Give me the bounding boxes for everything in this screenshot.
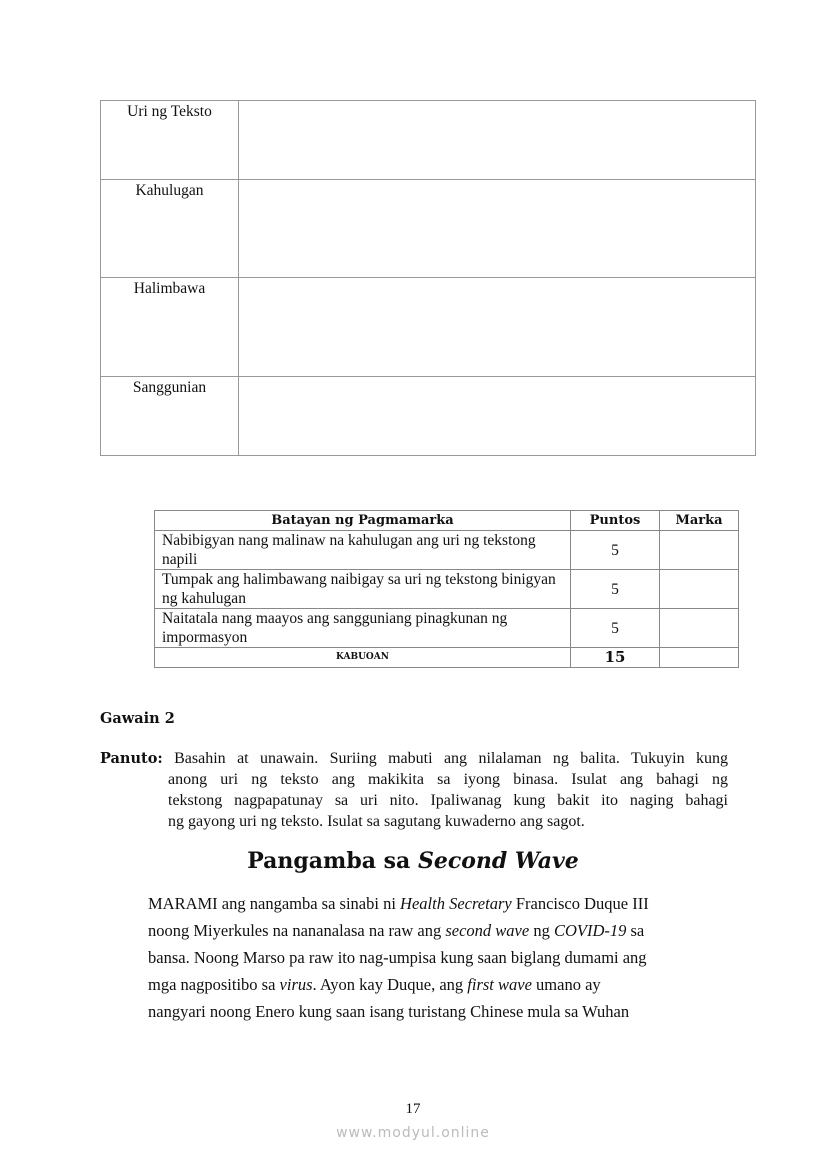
- row-label: Halimbawa: [101, 278, 239, 377]
- instructions: [100, 748, 728, 832]
- points: 5: [571, 531, 660, 570]
- points: 5: [571, 609, 660, 648]
- header-points: Puntos: [571, 511, 660, 531]
- instruction-line: ng gayong uri ng teksto. Isulat sa sagutang kuwaderno ang sagot.: [168, 813, 585, 830]
- total-score-cell[interactable]: [660, 648, 739, 668]
- header-score: Marka: [660, 511, 739, 531]
- answer-cell[interactable]: [239, 180, 756, 278]
- score-cell[interactable]: [660, 531, 739, 570]
- answer-cell[interactable]: [239, 377, 756, 456]
- article-body: MARAMI ang nangamba sa sinabi ni Health Secretary Francisco Duque III noong Miyerkules na nananalasa na raw ang second wave ng COVID-19 sa bansa. Noong Marso pa raw ito nag-umpisa kung saan biglang dumami ang mga nagpositibo sa virus. Ayon kay Duque, ang first wave umano ay nangyari noong Enero kung saan isang turistang Chinese mula sa Wuhan: [148, 894, 649, 1021]
- criterion: Naitatala nang maayos ang sangguniang pinagkunan ng impormasyon: [155, 609, 571, 648]
- page-number: 17: [405, 1101, 421, 1117]
- header-criterion: Batayan ng Pagmamarka: [155, 511, 571, 531]
- total-points: 15: [571, 648, 660, 668]
- points: 5: [571, 570, 660, 609]
- instructions-label: Panuto:: [100, 750, 163, 767]
- answer-table: [100, 100, 756, 456]
- answer-cell[interactable]: [239, 278, 756, 377]
- score-cell[interactable]: [660, 609, 739, 648]
- row-label: Sanggunian: [101, 377, 239, 456]
- activity-title: Gawain 2: [100, 710, 175, 727]
- criterion: Nabibigyan nang malinaw na kahulugan ang uri ng tekstong napili: [155, 531, 571, 570]
- total-label: KABUOAN: [155, 648, 571, 668]
- instruction-line: anong uri ng teksto ang makikita sa iyong binasa. Isulat ang bahagi ng: [168, 771, 728, 788]
- score-cell[interactable]: [660, 570, 739, 609]
- watermark: www.modyul.online: [336, 1125, 490, 1141]
- article-title: Pangamba sa Second Wave: [247, 848, 579, 874]
- row-label: Kahulugan: [101, 180, 239, 278]
- criterion: Tumpak ang halimbawang naibigay sa uri ng tekstong binigyan ng kahulugan: [155, 570, 571, 609]
- answer-cell[interactable]: [239, 101, 756, 180]
- row-label: Uri ng Teksto: [101, 101, 239, 180]
- instruction-line: tekstong nagpapatunay sa uri nito. Ipaliwanag kung bakit ito naging bahagi: [168, 792, 728, 809]
- instruction-line: Basahin at unawain. Suriing mabuti ang nilalaman ng balita. Tukuyin kung: [174, 750, 729, 767]
- rubric-table: [154, 510, 739, 668]
